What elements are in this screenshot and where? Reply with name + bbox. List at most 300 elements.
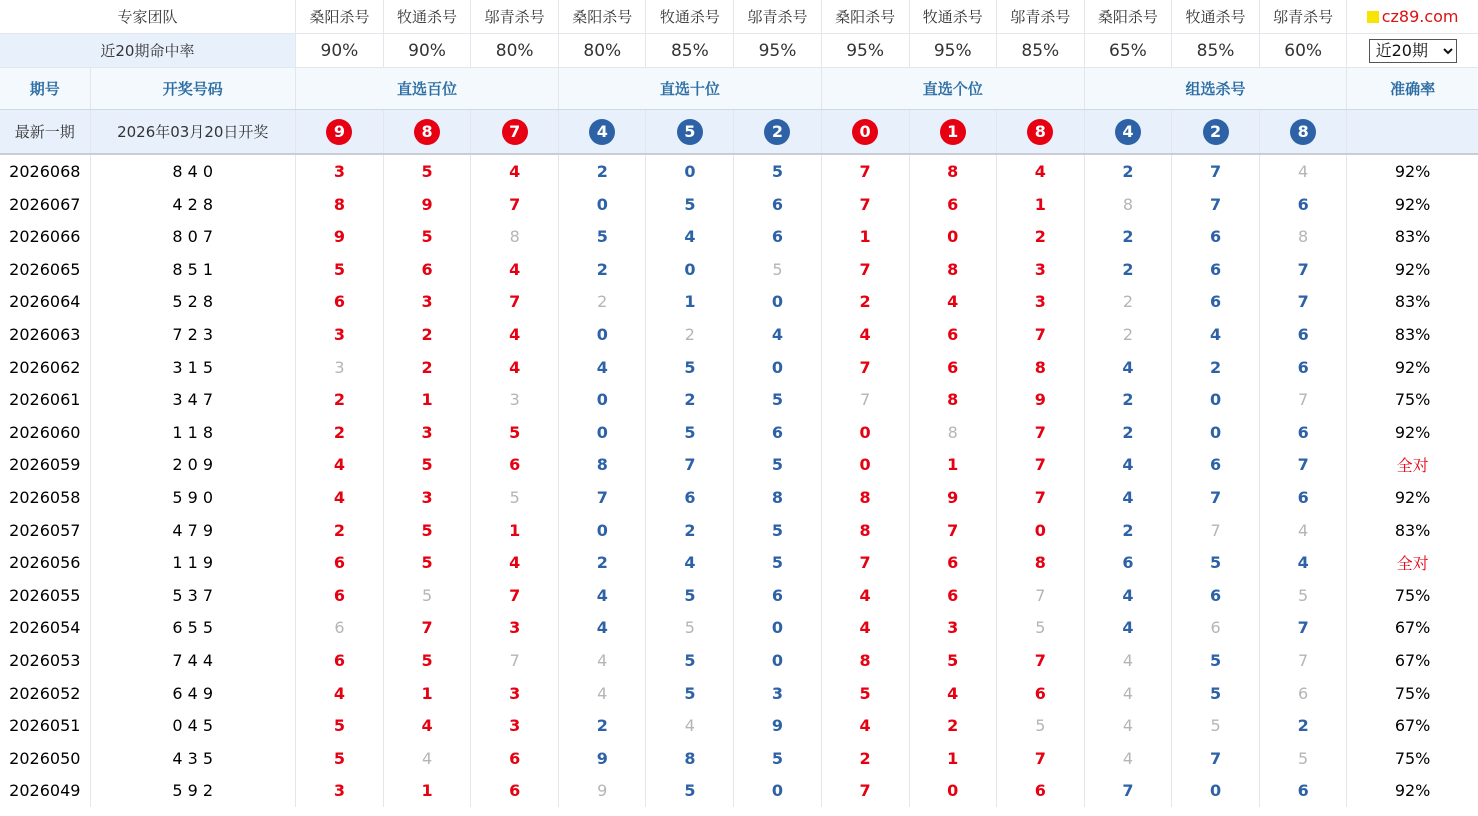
kill-number: 8 <box>596 455 608 474</box>
kill-number: 4 <box>596 618 608 637</box>
kill-cell <box>295 188 383 220</box>
kill-cell <box>646 351 734 383</box>
kill-number: 3 <box>509 716 521 735</box>
kill-number: 4 <box>1122 618 1134 637</box>
hit-rate-label: 近20期命中率 <box>0 34 295 68</box>
kill-cell <box>996 383 1084 416</box>
kill-number: 2 <box>1122 259 1134 279</box>
kill-cell <box>734 742 821 774</box>
kill-cell <box>821 481 909 514</box>
table-row <box>0 188 1478 220</box>
column-header-row <box>0 68 1478 110</box>
kill-cell <box>295 220 383 253</box>
kill-number: 5 <box>596 227 608 246</box>
kill-cell <box>821 644 909 677</box>
kill-number: 6 <box>509 781 521 800</box>
expert-name: 邬青杀号 <box>734 0 821 34</box>
kill-cell <box>1260 742 1347 774</box>
kill-number: 4 <box>509 162 521 181</box>
kill-number: 5 <box>684 683 696 703</box>
kill-number: 4 <box>333 488 346 507</box>
latest-accuracy-cell <box>1347 110 1478 155</box>
kill-cell <box>909 188 996 220</box>
latest-row <box>0 110 1478 155</box>
kill-number: 1 <box>947 748 959 768</box>
kill-cell <box>471 285 559 318</box>
expert-name: 桑阳杀号 <box>559 0 646 34</box>
kill-cell <box>821 318 909 351</box>
hit-rate: 90% <box>384 34 471 68</box>
table-row <box>0 253 1478 285</box>
kill-number: 7 <box>1209 488 1222 507</box>
kill-number: 5 <box>333 748 346 768</box>
hit-rate: 85% <box>646 34 734 68</box>
kill-number: 8 <box>771 488 784 507</box>
latest-ball: 5 <box>677 119 703 145</box>
kill-cell <box>996 709 1084 742</box>
issue-number: 2026058 <box>0 481 90 514</box>
kill-number: 5 <box>684 651 696 670</box>
kill-number: 7 <box>1034 455 1046 474</box>
kill-number: 1 <box>421 781 433 800</box>
table-row <box>0 579 1478 611</box>
kill-cell <box>909 318 996 351</box>
kill-number: 3 <box>421 292 433 311</box>
latest-ball: 0 <box>852 119 878 145</box>
hit-rate: 90% <box>295 34 383 68</box>
kill-number: 2 <box>1122 227 1134 246</box>
kill-number: 7 <box>859 781 871 800</box>
kill-number: 6 <box>771 194 784 214</box>
kill-number: 5 <box>1209 683 1222 703</box>
kill-number: 0 <box>596 325 608 344</box>
issue-number: 2026050 <box>0 742 90 774</box>
kill-number: 8 <box>859 488 871 507</box>
col-group-hundreds: 直选百位 <box>295 68 558 110</box>
kill-number: 4 <box>1297 553 1309 572</box>
kill-cell <box>909 742 996 774</box>
kill-cell <box>996 253 1084 285</box>
kill-number: 5 <box>684 618 695 637</box>
kill-cell <box>996 448 1084 481</box>
table-row <box>0 481 1478 514</box>
kill-cell <box>384 546 471 579</box>
kill-number: 5 <box>1210 716 1221 735</box>
kill-cell <box>471 579 559 611</box>
expert-team-row <box>0 0 1478 34</box>
kill-cell <box>295 416 383 448</box>
table-row <box>0 546 1478 579</box>
kill-number: 6 <box>333 553 346 572</box>
kill-number: 7 <box>1122 781 1134 800</box>
kill-cell <box>471 546 559 579</box>
kill-cell <box>1171 481 1259 514</box>
kill-cell <box>821 514 909 546</box>
kill-cell <box>646 383 734 416</box>
kill-number: 8 <box>509 227 520 246</box>
accuracy-value: 67% <box>1394 618 1431 637</box>
kill-number: 0 <box>596 194 608 214</box>
kill-number: 7 <box>509 292 521 311</box>
kill-cell <box>1260 448 1347 481</box>
kill-number: 2 <box>1034 227 1046 246</box>
kill-number: 4 <box>509 553 521 572</box>
table-row <box>0 742 1478 774</box>
kill-number: 6 <box>947 325 959 344</box>
kill-cell <box>734 253 821 285</box>
kill-cell <box>384 579 471 611</box>
kill-cell <box>295 448 383 481</box>
kill-cell <box>734 351 821 383</box>
kill-number: 2 <box>684 390 696 409</box>
kill-cell <box>1084 351 1171 383</box>
kill-number: 9 <box>1034 390 1046 409</box>
kill-cell <box>909 579 996 611</box>
col-issue: 期号 <box>0 68 90 110</box>
kill-number: 0 <box>771 651 784 670</box>
kill-cell <box>1260 644 1347 677</box>
kill-number: 1 <box>947 455 959 474</box>
kill-number: 7 <box>509 585 521 605</box>
draw-number: 1 1 8 <box>90 416 295 448</box>
kill-number: 4 <box>597 651 608 670</box>
kill-number: 4 <box>333 683 346 703</box>
kill-cell <box>646 644 734 677</box>
kill-number: 5 <box>1209 553 1222 572</box>
kill-number: 4 <box>859 325 871 344</box>
kill-cell <box>384 742 471 774</box>
kill-cell <box>1260 677 1347 709</box>
kill-number: 3 <box>333 325 346 344</box>
accuracy-value: 92% <box>1394 162 1431 181</box>
kill-cell <box>909 416 996 448</box>
kill-cell <box>295 253 383 285</box>
kill-cell <box>909 481 996 514</box>
kill-cell <box>1084 188 1171 220</box>
latest-ball-cell <box>734 110 821 155</box>
kill-cell <box>734 774 821 807</box>
kill-cell <box>295 579 383 611</box>
kill-number: 0 <box>684 259 696 279</box>
kill-cell <box>1260 611 1347 644</box>
kill-number: 7 <box>1209 194 1222 214</box>
kill-number: 8 <box>947 390 959 409</box>
kill-number: 7 <box>509 194 521 214</box>
kill-number: 3 <box>333 781 346 800</box>
draw-number: 8 0 7 <box>90 220 295 253</box>
table-row <box>0 154 1478 188</box>
kill-cell <box>384 644 471 677</box>
site-logo-badge[interactable] <box>1363 7 1463 26</box>
kill-number: 6 <box>684 488 696 507</box>
kill-number: 6 <box>1034 683 1046 703</box>
kill-number: 2 <box>947 716 959 735</box>
kill-number: 4 <box>1034 162 1046 181</box>
kill-number: 6 <box>1298 683 1309 703</box>
kill-cell <box>384 188 471 220</box>
col-group-combo: 组选杀号 <box>1084 68 1346 110</box>
hit-rate: 95% <box>909 34 996 68</box>
site-logo[interactable] <box>1347 0 1478 34</box>
kill-cell <box>295 644 383 677</box>
kill-cell <box>734 285 821 318</box>
kill-cell <box>909 154 996 188</box>
kill-number: 5 <box>684 357 696 377</box>
kill-number: 5 <box>1298 585 1309 605</box>
kill-number: 6 <box>333 292 346 311</box>
kill-number: 2 <box>596 716 608 735</box>
latest-ball-cell <box>909 110 996 155</box>
kill-cell <box>646 677 734 709</box>
kill-number: 4 <box>421 716 433 735</box>
kill-cell <box>471 677 559 709</box>
period-select-cell <box>1347 34 1478 68</box>
kill-number: 2 <box>684 325 695 344</box>
kill-number: 5 <box>684 422 696 442</box>
kill-number: 4 <box>859 585 871 605</box>
latest-ball: 4 <box>1115 119 1141 145</box>
kill-cell <box>295 546 383 579</box>
kill-number: 0 <box>771 292 784 311</box>
table-row <box>0 285 1478 318</box>
draw-number: 6 4 9 <box>90 677 295 709</box>
logo-square-icon <box>1367 11 1379 23</box>
latest-ball-cell <box>1171 110 1259 155</box>
kill-number: 9 <box>596 748 608 768</box>
kill-number: 1 <box>421 390 433 409</box>
kill-number: 7 <box>421 618 433 637</box>
kill-number: 2 <box>333 520 346 540</box>
kill-cell <box>559 416 646 448</box>
kill-number: 1 <box>509 520 521 540</box>
kill-cell <box>996 579 1084 611</box>
kill-number: 7 <box>596 488 608 507</box>
kill-number: 7 <box>859 194 871 214</box>
kill-number: 2 <box>333 390 346 409</box>
kill-number: 9 <box>597 781 608 800</box>
kill-cell <box>646 774 734 807</box>
kill-cell <box>909 709 996 742</box>
kill-number: 4 <box>859 716 871 735</box>
kill-cell <box>821 611 909 644</box>
kill-number: 6 <box>1297 422 1309 442</box>
kill-number: 7 <box>859 162 871 181</box>
kill-number: 3 <box>947 618 959 637</box>
issue-number: 2026059 <box>0 448 90 481</box>
kill-number: 3 <box>509 390 520 409</box>
kill-cell <box>559 514 646 546</box>
kill-cell <box>384 253 471 285</box>
latest-ball-cell <box>646 110 734 155</box>
hit-rate: 80% <box>471 34 559 68</box>
kill-cell <box>734 188 821 220</box>
kill-number: 6 <box>1297 781 1309 800</box>
kill-number: 2 <box>597 292 608 311</box>
kill-cell <box>559 383 646 416</box>
kill-number: 8 <box>684 748 696 768</box>
kill-number: 3 <box>421 422 433 442</box>
kill-number: 2 <box>1122 325 1134 344</box>
kill-cell <box>384 351 471 383</box>
kill-cell <box>1260 546 1347 579</box>
kill-cell <box>1084 611 1171 644</box>
kill-number: 4 <box>1122 716 1134 735</box>
accuracy-value: 全对 <box>1396 554 1429 573</box>
col-draw: 开奖号码 <box>90 68 295 110</box>
kill-cell <box>384 318 471 351</box>
kill-number: 7 <box>1209 748 1222 768</box>
expert-name: 牧通杀号 <box>1171 0 1259 34</box>
kill-cell <box>734 318 821 351</box>
kill-cell <box>1171 514 1259 546</box>
kill-cell <box>1084 318 1171 351</box>
kill-cell <box>559 154 646 188</box>
issue-number: 2026054 <box>0 611 90 644</box>
kill-number: 5 <box>684 194 696 214</box>
kill-number: 6 <box>947 585 959 605</box>
draw-number: 4 2 8 <box>90 188 295 220</box>
kill-number: 2 <box>421 357 433 377</box>
kill-number: 0 <box>859 455 871 474</box>
kill-number: 7 <box>1035 585 1046 605</box>
accuracy-value: 92% <box>1394 194 1431 214</box>
kill-cell <box>996 514 1084 546</box>
kill-cell <box>909 644 996 677</box>
kill-cell <box>1084 220 1171 253</box>
expert-name: 邬青杀号 <box>996 0 1084 34</box>
kill-number: 4 <box>1122 585 1134 605</box>
kill-number: 5 <box>333 259 346 279</box>
col-group-tens: 直选十位 <box>559 68 821 110</box>
accuracy-value: 75% <box>1394 390 1431 409</box>
draw-number: 1 1 9 <box>90 546 295 579</box>
kill-cell <box>646 742 734 774</box>
kill-number: 6 <box>1209 259 1222 279</box>
kill-cell <box>821 416 909 448</box>
kill-cell <box>559 644 646 677</box>
kill-number: 0 <box>771 618 784 637</box>
kill-number: 5 <box>1298 748 1309 768</box>
kill-number: 0 <box>771 357 784 377</box>
kill-cell <box>646 220 734 253</box>
issue-number: 2026051 <box>0 709 90 742</box>
issue-number: 2026060 <box>0 416 90 448</box>
kill-number: 6 <box>1122 553 1134 572</box>
hit-rate: 85% <box>996 34 1084 68</box>
kill-number: 8 <box>1298 227 1309 246</box>
kill-cell <box>996 351 1084 383</box>
kill-number: 6 <box>1210 618 1221 637</box>
kill-cell <box>384 383 471 416</box>
kill-number: 7 <box>1034 325 1046 344</box>
kill-cell <box>559 351 646 383</box>
kill-cell <box>734 611 821 644</box>
kill-cell <box>646 514 734 546</box>
draw-number: 8 4 0 <box>90 154 295 188</box>
kill-number: 6 <box>421 259 433 279</box>
kill-cell <box>821 285 909 318</box>
kill-number: 6 <box>1297 488 1309 507</box>
kill-number: 7 <box>1034 422 1046 442</box>
kill-cell <box>1084 154 1171 188</box>
accuracy-value: 67% <box>1394 651 1431 670</box>
kill-cell <box>1084 481 1171 514</box>
draw-number: 5 9 0 <box>90 481 295 514</box>
kill-cell <box>1171 188 1259 220</box>
kill-number: 6 <box>1297 357 1309 377</box>
issue-number: 2026052 <box>0 677 90 709</box>
kill-cell <box>295 611 383 644</box>
kill-number: 5 <box>421 553 433 572</box>
kill-number: 0 <box>947 781 959 800</box>
kill-number: 0 <box>1209 422 1222 442</box>
issue-number: 2026053 <box>0 644 90 677</box>
kill-number: 8 <box>1034 357 1046 377</box>
kill-cell <box>295 318 383 351</box>
period-select[interactable] <box>1369 39 1457 63</box>
issue-number: 2026055 <box>0 579 90 611</box>
col-accuracy: 准确率 <box>1347 68 1478 110</box>
kill-cell <box>471 253 559 285</box>
kill-cell <box>295 677 383 709</box>
kill-number: 2 <box>1297 716 1309 735</box>
latest-ball: 4 <box>589 119 615 145</box>
kill-cell <box>1260 253 1347 285</box>
draw-number: 5 2 8 <box>90 285 295 318</box>
kill-number: 2 <box>596 259 608 279</box>
kill-number: 4 <box>684 716 695 735</box>
kill-cell <box>384 448 471 481</box>
kill-cell <box>1171 546 1259 579</box>
kill-number: 4 <box>597 683 608 703</box>
kill-cell <box>1171 154 1259 188</box>
kill-cell <box>909 677 996 709</box>
kill-number: 5 <box>1035 716 1046 735</box>
kill-cell <box>384 514 471 546</box>
kill-cell <box>996 188 1084 220</box>
kill-cell <box>1260 579 1347 611</box>
draw-number: 3 4 7 <box>90 383 295 416</box>
kill-cell <box>295 742 383 774</box>
kill-cell <box>646 285 734 318</box>
latest-ball: 7 <box>502 119 528 145</box>
kill-number: 9 <box>771 716 784 735</box>
kill-number: 5 <box>684 585 696 605</box>
kill-cell <box>1260 220 1347 253</box>
kill-number: 6 <box>1297 194 1309 214</box>
kill-cell <box>1171 611 1259 644</box>
kill-number: 4 <box>509 325 521 344</box>
kill-number: 5 <box>684 781 696 800</box>
kill-cell <box>295 154 383 188</box>
hit-rate: 95% <box>734 34 821 68</box>
kill-cell <box>996 742 1084 774</box>
kill-number: 2 <box>859 292 871 311</box>
kill-number: 5 <box>771 748 784 768</box>
kill-cell <box>559 253 646 285</box>
team-label: 专家团队 <box>0 0 295 34</box>
kill-cell <box>1260 154 1347 188</box>
kill-number: 8 <box>859 520 871 540</box>
kill-cell <box>559 220 646 253</box>
kill-cell <box>996 318 1084 351</box>
kill-cell <box>471 514 559 546</box>
latest-draw-date: 2026年03月20日开奖 <box>90 110 295 155</box>
kill-number: 5 <box>771 455 784 474</box>
kill-number: 0 <box>947 227 959 246</box>
kill-cell <box>1084 579 1171 611</box>
kill-number: 5 <box>771 162 784 181</box>
